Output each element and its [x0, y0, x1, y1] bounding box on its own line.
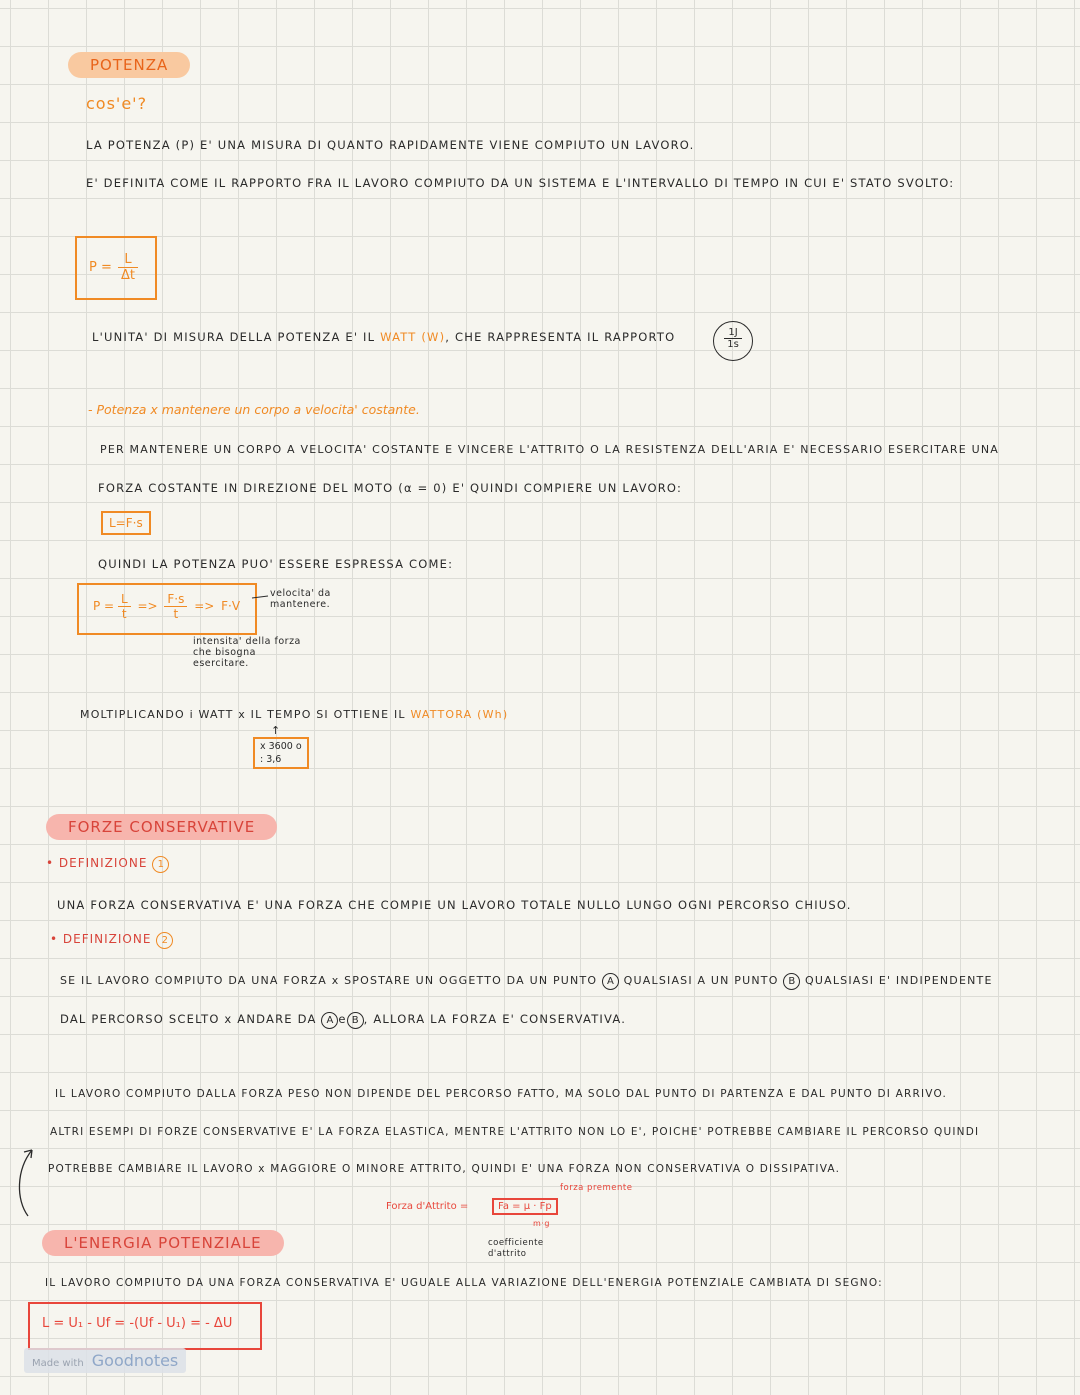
definition-1-text: UNA FORZA CONSERVATIVA E' UNA FORZA CHE COMPIE UN LAVORO TOTALE NULLO LUNGO OGNI PERCORSO CHIUSO. — [57, 898, 852, 912]
friction-mg: m·g — [533, 1219, 550, 1228]
chain-fs: F·s — [164, 592, 187, 607]
conversion-line-2: : 3,6 — [260, 754, 282, 765]
friction-coefficient-note: coefficiente d'attrito — [488, 1238, 544, 1259]
def2-text-c: QUALSIASI E' INDIPENDENTE — [805, 974, 993, 987]
power-formula-denominator: Δt — [121, 268, 136, 283]
definition-1-number: 1 — [152, 856, 169, 873]
unit-watt: WATT (W) — [380, 330, 446, 344]
wattora-text-pre: MOLTIPLICANDO i WATT x IL TEMPO SI OTTIENE IL — [80, 708, 406, 721]
section-title-potenza: POTENZA — [68, 52, 190, 78]
conversion-line-1: x 3600 o — [260, 741, 302, 752]
other-examples-text: ALTRI ESEMPI DI FORZE CONSERVATIVE E' LA FORZA ELASTICA, MENTRE L'ATTRITO NON LO E', POICHE' POTREBBE CAMBIARE IL PERCORSO QUINDI — [50, 1126, 980, 1138]
energy-formula-box — [28, 1302, 262, 1350]
def2-text-e: , ALLORA LA FORZA E' CONSERVATIVA. — [363, 1012, 627, 1026]
energy-formula: L = U₁ - Uf = -(Uf - U₁) = - ΔU — [42, 1316, 233, 1331]
definition-1-label — [46, 856, 169, 873]
friction-label: Forza d'Attrito = — [386, 1201, 469, 1212]
def2-and: e — [338, 1012, 347, 1026]
unit-ratio-den: 1s — [727, 339, 739, 350]
potenza-ratio-text: E' DEFINITA COME IL RAPPORTO FRA IL LAVORO COMPIUTO DA UN SISTEMA E L'INTERVALLO DI TEMPO IN CUI E' STATO SVOLTO: — [86, 176, 955, 190]
watermark-brand: Goodnotes — [91, 1351, 179, 1370]
unit-text-pre: L'UNITA' DI MISURA DELLA POTENZA E' IL — [92, 330, 376, 344]
force-note: intensita' della forza che bisogna esercitare. — [193, 636, 301, 669]
definition-1-label-text: • DEFINIZIONE — [46, 856, 148, 870]
conversion-arrow: ↑ — [271, 724, 281, 737]
potential-energy-text: IL LAVORO COMPIUTO DA UNA FORZA CONSERVATIVA E' UGUALE ALLA VARIAZIONE DELL'ENERGIA POTENZIALE CAMBIATA DI SEGNO: — [45, 1277, 883, 1289]
point-a-marker: A — [602, 973, 619, 990]
conversion-box — [253, 737, 309, 769]
definition-2-number: 2 — [156, 932, 173, 949]
constant-velocity-text-1: PER MANTENERE UN CORPO A VELOCITA' COSTANTE E VINCERE L'ATTRITO O LA RESISTENZA DELL'ARIA E' NECESSARIO ESERCITARE UNA — [100, 443, 1000, 456]
potenza-definition-text: LA POTENZA (P) E' UNA MISURA DI QUANTO RAPIDAMENTE VIENE COMPIUTO UN LAVORO. — [86, 138, 695, 152]
goodnotes-watermark — [24, 1348, 186, 1373]
question-heading: cos'e'? — [86, 94, 148, 113]
definition-2-text-line-2 — [60, 1012, 626, 1029]
definition-2-label-text: • DEFINIZIONE — [50, 932, 152, 946]
def2-text-d: DAL PERCORSO SCELTO x ANDARE DA — [60, 1012, 317, 1026]
wattora-text — [80, 708, 508, 721]
pressing-force-note: forza premente — [560, 1183, 633, 1193]
unit-text-post: , CHE RAPPRESENTA IL RAPPORTO — [445, 330, 676, 344]
section-title-energia-potenziale: L'ENERGIA POTENZIALE — [42, 1230, 284, 1256]
curved-arrow-icon — [12, 1140, 42, 1220]
definition-2-text-line-1 — [60, 973, 993, 990]
weight-force-text: IL LAVORO COMPIUTO DALLA FORZA PESO NON DIPENDE DEL PERCORSO FATTO, MA SOLO DAL PUNTO DI PARTENZA E DAL PUNTO DI ARRIVO. — [55, 1088, 948, 1100]
power-formula-numerator: L — [118, 252, 138, 268]
wattora-unit: WATTORA (Wh) — [410, 708, 509, 721]
unit-text — [92, 330, 675, 344]
power-formula-box — [75, 236, 157, 300]
def2-text-a: SE IL LAVORO COMPIUTO DA UNA FORZA x SPOSTARE UN OGGETTO DA UN PUNTO — [60, 974, 598, 987]
chain-t2: t — [173, 607, 179, 621]
velocity-note: velocita' da mantenere. — [270, 588, 331, 610]
dissipative-text: POTREBBE CAMBIARE IL LAVORO x MAGGIORE O MINORE ATTRITO, QUINDI E' UNA FORZA NON CONSERVATIVA O DISSIPATIVA. — [48, 1163, 841, 1175]
chain-p: P = — [93, 599, 115, 613]
unit-ratio-num: 1J — [724, 327, 742, 339]
point-b-marker: B — [783, 973, 800, 990]
work-formula-box: L=F·s — [101, 511, 151, 535]
unit-ratio-circle — [713, 321, 753, 361]
chain-arrow-2: => — [194, 599, 215, 613]
power-expressed-text: QUINDI LA POTENZA PUO' ESSERE ESPRESSA COME: — [98, 557, 454, 571]
def2-text-b: QUALSIASI A UN PUNTO — [623, 974, 779, 987]
point-b-marker-2: B — [347, 1012, 364, 1029]
chain-arrow-1: => — [137, 599, 158, 613]
chain-t: t — [121, 607, 127, 621]
section-title-forze-conservative: FORZE CONSERVATIVE — [46, 814, 277, 840]
power-formula-lhs: P = — [89, 260, 112, 275]
chain-l: L — [118, 592, 131, 607]
definition-2-label — [50, 932, 173, 949]
constant-velocity-text-2: FORZA COSTANTE IN DIREZIONE DEL MOTO (α = 0) E' QUINDI COMPIERE UN LAVORO: — [98, 481, 683, 495]
subheading-constant-velocity: - Potenza x mantenere un corpo a velocita' costante. — [88, 402, 420, 417]
point-a-marker-2: A — [321, 1012, 338, 1029]
watermark-made-with: Made with — [32, 1358, 84, 1369]
friction-formula-box: Fa = μ · Fp — [492, 1198, 558, 1215]
power-chain-box — [77, 583, 257, 635]
chain-fv: F·V — [221, 599, 241, 613]
